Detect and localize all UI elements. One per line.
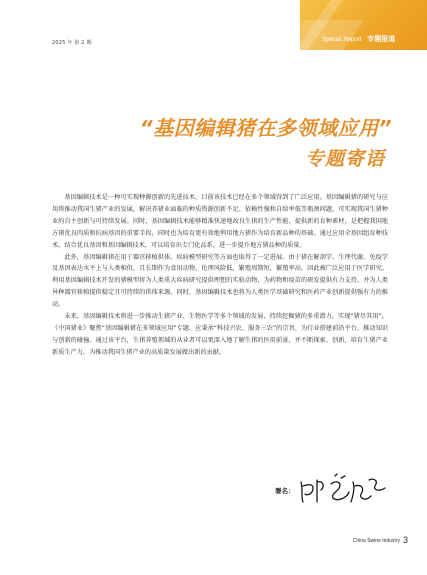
article-title: “基因编辑猪在多领域应用”: [139, 116, 392, 140]
signature-label: 署名：: [275, 487, 295, 495]
article-body: [52, 192, 388, 359]
signature-block: [275, 472, 395, 508]
section-label-en: Special Report: [322, 37, 362, 43]
page-footer: [300, 535, 408, 545]
section-label-cn: 专题报道: [367, 35, 396, 43]
article-subtitle: 专题寄语: [304, 148, 385, 170]
paragraph: 此外，基因编辑猪在用于器官移植供体、疾病模型研究等方面也取得了一定进展。由于猪在解剖学、生理代谢、免疫学及基因表达水平上与人类相似，且长期作为食用动物，伦理风险低，繁殖周期短，繁殖率高，因此被广泛应用于医学研究。利用基因编辑技术开发的猪模型将为人类重大疾病研究提供理想的实验动物，为药物和疫苗的研发提供有力支持，并为人类异种器官移植提供稳定且可持续的供体来源。同时，基因编辑技术也将为人类医学基础研究和医药产业创新提供强有力的推动。: [52, 253, 388, 309]
paragraph: 未来，基因编辑技术将进一步推动生猪产业、生物医学等多个领域的发展，持续挖掘猪的多重潜力，实现“猪尽其用”。《中国猪业》聚焦“基因编辑猪在多领域应用”专题，应秉承“科技兴农、服务三农”的宗旨，为行业搭建前沿平台，推动知识与创新的碰撞。通过该平台，生猪养殖领域的从业者可以更深入地了解生猪的医用前景，并不断探索、创新，培育生猪产业新质生产力，为推动我国生猪产业的高质量发展做出新的贡献。: [52, 313, 388, 356]
section-label: [322, 34, 395, 44]
page-number: 3: [402, 535, 408, 545]
handwritten-signature: [295, 472, 390, 508]
paragraph: 基因编辑技术是一种可实现种源创新的先进技术，目前该技术已经在多个领域得到了广泛应用。基因编辑猪的研究与应用将推动我国生猪产业的发展，解决养猪业面临的种质资源创新不足、依赖性强和自给率低等瓶颈问题，可实现我国生猪种业的自主创新与可持续发展。同时，基因编辑技术能够精准快速地改良生猪的生产性能，提供新的育种素材，是把握我国地方猪优良肉质和抗病基因的重要手段，同时也为培育更有效地利用地方猪作为培育新品种的基础。通过应用全基因组育种技术，结合优良基因和基因编辑技术，可以培育出专门化品系，进一步提升地方猪品种的质量。: [52, 194, 388, 249]
issue-label: 2025 年 第 2 期: [52, 40, 92, 46]
journal-name: China Swine Industry: [352, 538, 400, 544]
